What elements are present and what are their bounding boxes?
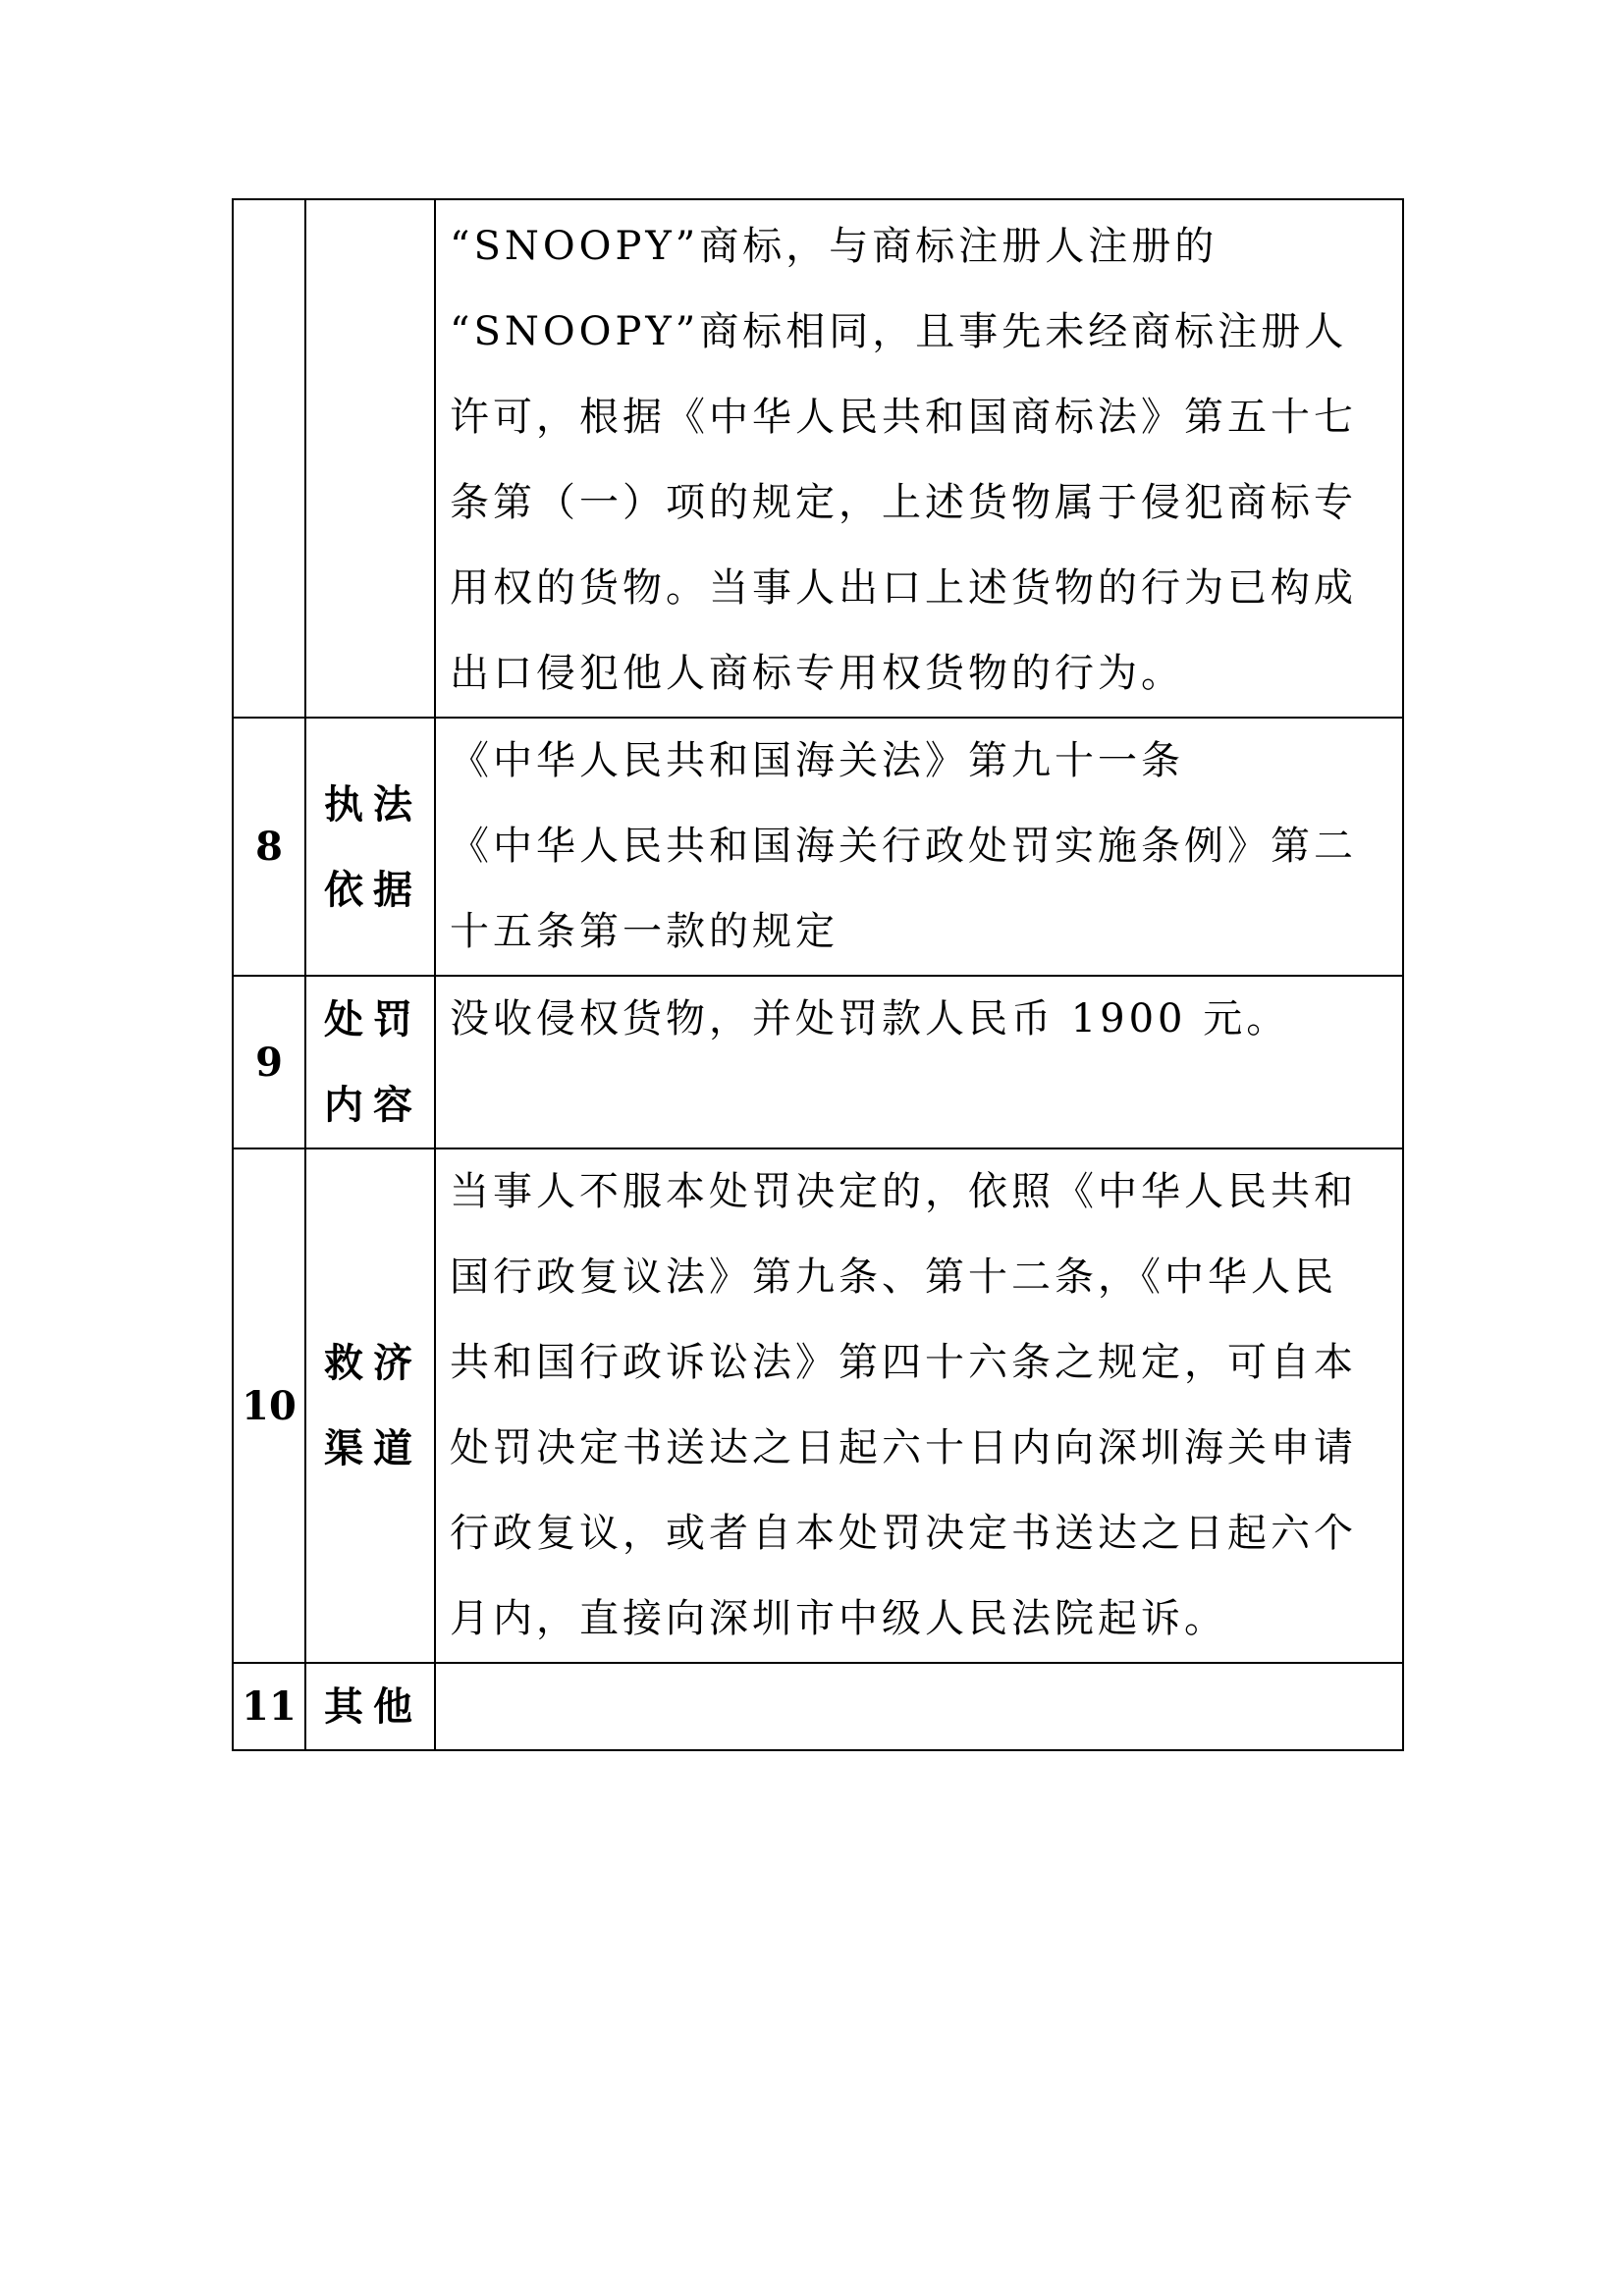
row-label-line: 内容 <box>324 1082 422 1128</box>
content-line: 十五条第一款的规定 <box>450 909 839 954</box>
row-label-line: 执法 <box>324 780 422 828</box>
content-line: 出口侵犯他人商标专用权货物的行为。 <box>450 651 1184 696</box>
row-number-cell: 10 <box>233 1148 305 1663</box>
content-line: 当事人不服本处罚决定的，依照《中华人民共和 <box>450 1169 1357 1214</box>
row-label-line: 救济 <box>324 1340 422 1386</box>
row-label-line: 依据 <box>324 866 422 913</box>
row-label-cell <box>305 199 435 718</box>
row-content-cell <box>435 1148 1403 1663</box>
row-label-cell <box>305 976 435 1148</box>
penalty-decision-table <box>232 198 1404 1751</box>
table-row-8 <box>233 718 1403 976</box>
table-row-10 <box>233 1148 1403 1663</box>
row-content-cell <box>435 1663 1403 1750</box>
content-line: 没收侵权货物，并处罚款人民币 1900 元。 <box>450 996 1290 1041</box>
row-label-cell <box>305 1663 435 1750</box>
row-number-cell: 8 <box>233 718 305 976</box>
table-row-11 <box>233 1663 1403 1750</box>
table-row-continuation <box>233 199 1403 718</box>
row-label-cell <box>305 718 435 976</box>
row-label-line: 其他 <box>324 1683 422 1730</box>
content-line: 行政复议，或者自本处罚决定书送达之日起六个 <box>450 1511 1357 1556</box>
content-line: 国行政复议法》第九条、第十二条，《中华人民 <box>450 1255 1337 1300</box>
row-label-line: 渠道 <box>324 1425 422 1471</box>
row-content-cell <box>435 976 1403 1148</box>
row-label-cell <box>305 1148 435 1663</box>
row-number-cell: 9 <box>233 976 305 1148</box>
content-line: 用权的货物。当事人出口上述货物的行为已构成 <box>450 565 1357 611</box>
content-line: “SNOOPY”商标相同，且事先未经商标注册人 <box>450 309 1348 354</box>
content-line: 许可，根据《中华人民共和国商标法》第五十七 <box>450 395 1357 440</box>
content-line: 条第（一）项的规定，上述货物属于侵犯商标专 <box>450 480 1357 525</box>
content-line: 《中华人民共和国海关行政处罚实施条例》第二 <box>450 824 1357 869</box>
row-content-cell <box>435 718 1403 976</box>
row-number-cell: 11 <box>233 1663 305 1750</box>
content-line: 月内，直接向深圳市中级人民法院起诉。 <box>450 1596 1227 1641</box>
table-row-9 <box>233 976 1403 1148</box>
content-line: 共和国行政诉讼法》第四十六条之规定，可自本 <box>450 1340 1357 1385</box>
content-line: 处罚决定书送达之日起六十日内向深圳海关申请 <box>450 1425 1357 1470</box>
content-line: “SNOOPY”商标，与商标注册人注册的 <box>450 224 1218 269</box>
content-line: 《中华人民共和国海关法》第九十一条 <box>450 738 1184 783</box>
row-content-cell <box>435 199 1403 718</box>
row-number-cell <box>233 199 305 718</box>
row-label-line: 处罚 <box>324 996 422 1042</box>
